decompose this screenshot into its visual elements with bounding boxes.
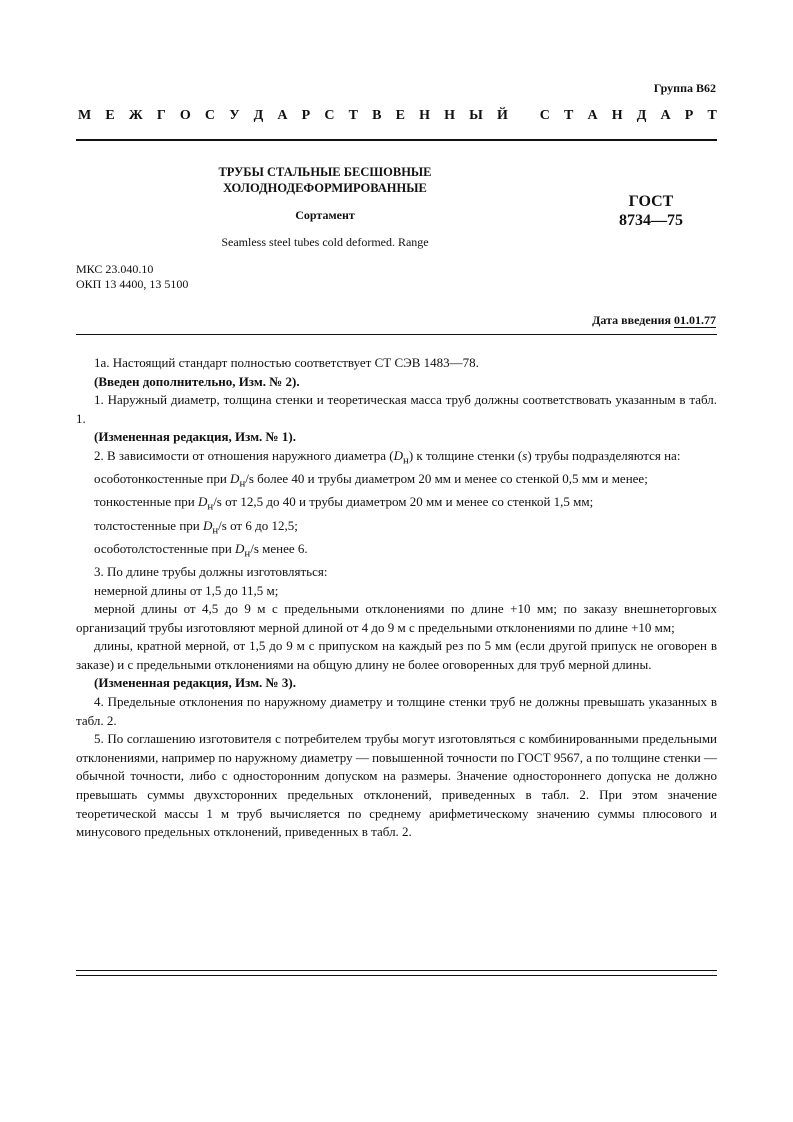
banner-letter: Е [105, 108, 115, 123]
introduction-date [592, 313, 716, 328]
banner-letter: Р [684, 108, 694, 123]
banner-letter: Г [156, 108, 166, 123]
wall-class-1 [94, 470, 717, 493]
item2-text-b: /s от 12,5 до 40 и трубы диаметром 20 мм и менее со стенкой 1,5 мм; [213, 494, 594, 510]
wall-class-3 [94, 517, 717, 540]
mks-code: МКС 23.040.10 [76, 262, 154, 276]
length-class-3: длины, кратной мерной, от 1,5 до 9 м с припуском на каждый рез по 5 мм (если другой припуск не оговорен в заказе) и с предельными отклонениями на общую длину не более оговоренных для труб мерной длины. [76, 638, 717, 672]
english-title: Seamless steel tubes cold deformed. Range [221, 235, 429, 249]
banner-letter: Ы [469, 108, 483, 123]
intro-date-value: 01.01.77 [674, 313, 716, 327]
banner-letter: Д [636, 108, 647, 123]
banner-letter: Н [419, 108, 430, 123]
banner-letter: Ж [128, 108, 143, 123]
note-3: (Измененная редакция, Изм. № 3). [94, 675, 296, 691]
classification-codes [76, 262, 188, 292]
item3-text-b: /s от 6 до 12,5; [218, 517, 298, 533]
item4-text-b: /s менее 6. [250, 540, 308, 556]
okp-code: ОКП 13 4400, 13 5100 [76, 277, 189, 291]
title-line-1: ТРУБЫ СТАЛЬНЫЕ БЕСШОВНЫЕ [218, 165, 432, 179]
footer-rule-bottom [76, 975, 717, 976]
gost-designation [596, 192, 706, 230]
paragraph-2 [76, 447, 717, 470]
banner-letter: Т [348, 108, 358, 123]
item3-dn: D [202, 517, 213, 533]
banner-letter: О [179, 108, 191, 123]
item2-dn: D [198, 494, 208, 510]
paragraph-1a: 1а. Настоящий стандарт полностью соответствует СТ СЭВ 1483—78. [94, 355, 479, 370]
banner-letter: Й [497, 108, 508, 123]
banner-letter: М [78, 108, 92, 123]
length-class-1: немерной длины от 1,5 до 11,5 м; [94, 582, 279, 598]
document-body [76, 354, 717, 842]
paragraph-1: 1. Наружный диаметр, толщина стенки и теоретическая масса труб должны соответствовать указанным в табл. 1. [76, 392, 717, 426]
banner-letter: А [587, 108, 598, 123]
item4-text-a: особотолстостенные при [94, 540, 236, 556]
item1-dn: D [230, 471, 240, 487]
p2-s: s [522, 447, 528, 463]
p2-text-a: 2. В зависимости от отношения наружного диаметра ( [94, 447, 394, 463]
banner-letter: Д [253, 108, 264, 123]
banner-letter: Т [563, 108, 574, 123]
banner-letter: У [229, 108, 240, 123]
title-line-2: ХОЛОДНОДЕФОРМИРОВАННЫЕ [223, 181, 427, 195]
paragraph-3: 3. По длине трубы должны изготовляться: [94, 563, 328, 579]
banner-letter: Е [395, 108, 405, 123]
item1-text-b: /s более 40 и трубы диаметром 20 мм и менее со стенкой 0,5 мм и менее; [245, 471, 648, 487]
note-1: (Измененная редакция, Изм. № 1). [94, 429, 296, 445]
note-1a: (Введен дополнительно, Изм. № 2). [94, 373, 300, 389]
header-rule [76, 139, 717, 141]
title-block [175, 164, 475, 250]
banner-letter: Н [444, 108, 455, 123]
paragraph-5: 5. По соглашению изготовителя с потребителем трубы могут изготовляться с комбинированными предельными отклонениями, например по наружному диаметру — повышенной точности по ГОСТ 9567, а по толщине стенки — обычной точности, либо с односторонним допуском на размеры. Значение одностороннего допуска не должно превышать суммы двухсторонних предельных отклонений, приведенных в табл. 2. При этом значение теоретической массы 1 м труб вычисляется по среднему арифметическому значению суммы плюсового и минусового предельных отклонений, приведенных в табл. 2. [76, 731, 717, 840]
gost-number: 8734—75 [619, 212, 683, 229]
banner-letter: Н [611, 108, 623, 123]
banner-letter: Р [301, 108, 311, 123]
p2-text-c: ) трубы подразделяются на: [527, 447, 681, 463]
item3-dn-sub: н [212, 524, 219, 537]
banner-letter: А [277, 108, 288, 123]
item3-text-a: толстостенные при [94, 517, 203, 533]
footer-rule-top [76, 970, 717, 971]
banner-gap [522, 108, 526, 124]
banner-letter: В [372, 108, 382, 123]
banner-letter: С [204, 108, 216, 123]
banner-letter: С [539, 108, 550, 123]
standard-banner [78, 108, 717, 124]
wall-class-4 [94, 540, 717, 563]
subtitle: Сортамент [295, 208, 355, 222]
banner-letter: С [324, 108, 335, 123]
item2-dn-sub: н [207, 500, 214, 513]
wall-class-2 [94, 493, 717, 516]
p2-dn: D [393, 447, 404, 463]
length-class-2: мерной длины от 4,5 до 9 м с предельными отклонениями по длине +10 мм; по заказу внешнеторговых организаций трубы изготовляют мерной длиной от 4 до 9 м с предельными отклонениями по длине +10 мм; [76, 601, 717, 635]
banner-letter: Т [707, 108, 717, 123]
group-code: Группа В62 [653, 81, 716, 95]
p2-dn-sub: н [403, 454, 409, 467]
item2-text-a: тонкостенные при [94, 494, 198, 510]
paragraph-4: 4. Предельные отклонения по наружному диаметру и толщине стенки труб не должны превышать указанных в табл. 2. [76, 694, 717, 728]
date-rule [76, 334, 717, 335]
item1-text-a: особотонкостенные при [94, 471, 231, 487]
item4-dn: D [235, 540, 245, 556]
intro-date-label: Дата введения [592, 313, 671, 327]
item1-dn-sub: н [239, 477, 246, 490]
item4-dn-sub: н [244, 547, 251, 560]
banner-letter: А [660, 108, 671, 123]
gost-label: ГОСТ [628, 193, 674, 210]
p2-text-b: ) к толщине стенки ( [408, 447, 523, 463]
